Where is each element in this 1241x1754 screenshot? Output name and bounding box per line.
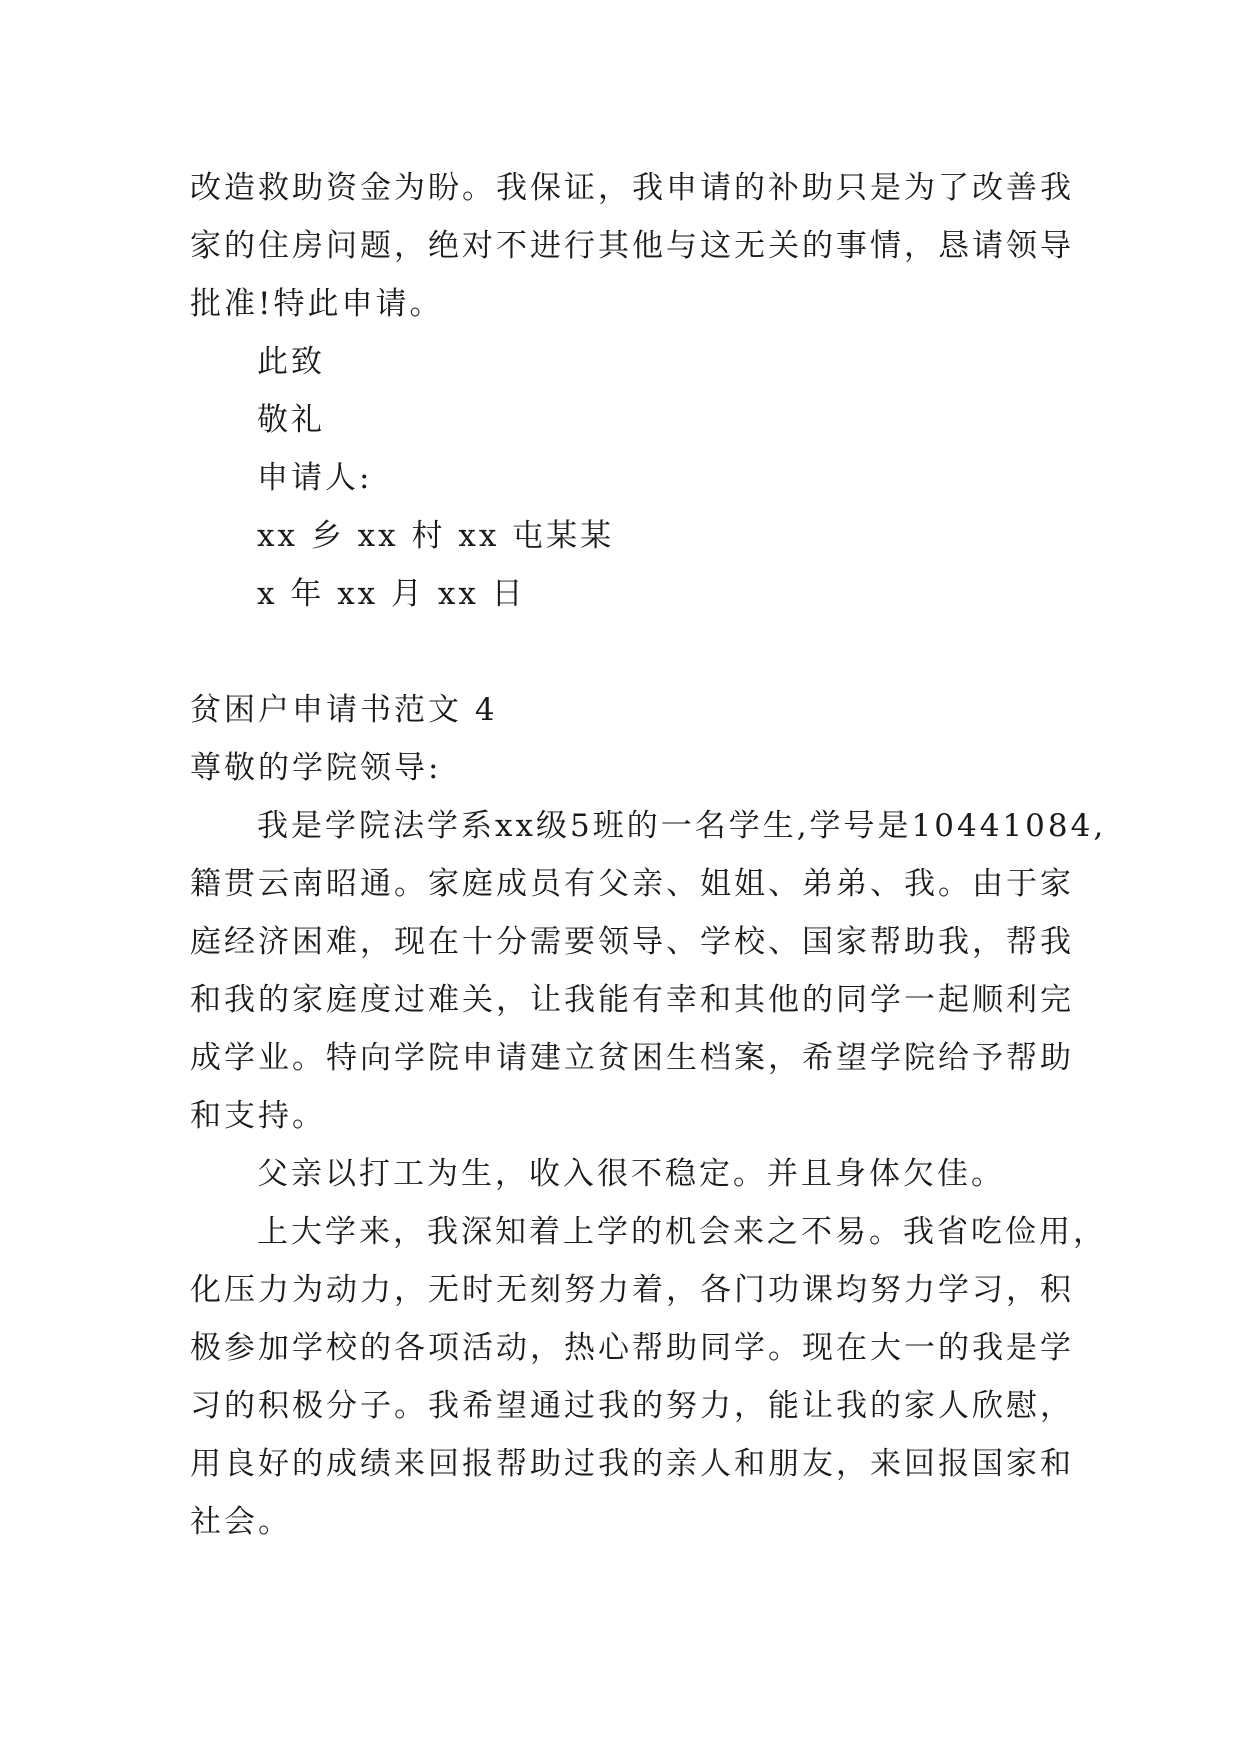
signature-date: x 年 xx 月 xx 日 xyxy=(257,576,526,612)
paragraph-line: 和支持。 xyxy=(190,1098,326,1134)
paragraph-line: 用良好的成绩来回报帮助过我的亲人和朋友，来回报国家和 xyxy=(190,1446,1074,1482)
paragraph-line: 父亲以打工为生，收入很不稳定。并且身体欠佳。 xyxy=(257,1156,1005,1192)
body-line: 家的住房问题，绝对不进行其他与这无关的事情，恳请领导 xyxy=(190,228,1074,264)
paragraph-line: 成学业。特向学院申请建立贫困生档案，希望学院给予帮助 xyxy=(190,1040,1074,1076)
paragraph-line: 籍贯云南昭通。家庭成员有父亲、姐姐、弟弟、我。由于家 xyxy=(190,866,1074,902)
paragraph-line: 极参加学校的各项活动，热心帮助同学。现在大一的我是学 xyxy=(190,1330,1074,1366)
paragraph-line: 上大学来，我深知着上学的机会来之不易。我省吃俭用， xyxy=(257,1214,1107,1250)
section-title: 贫困户申请书范文 4 xyxy=(190,692,498,728)
body-line: 批准!特此申请。 xyxy=(190,286,444,322)
body-line: 改造救助资金为盼。我保证，我申请的补助只是为了改善我 xyxy=(190,170,1074,206)
paragraph-line: 化压力为动力，无时无刻努力着，各门功课均努力学习，积 xyxy=(190,1272,1074,1308)
greeting: 尊敬的学院领导: xyxy=(190,750,442,786)
closing-text: 此致 xyxy=(257,344,325,380)
paragraph-line: 我是学院法学系xx级5班的一名学生,学号是10441084, xyxy=(257,808,1107,844)
applicant-address: xx 乡 xx 村 xx 屯某某 xyxy=(257,518,615,554)
paragraph-line: 和我的家庭度过难关，让我能有幸和其他的同学一起顺利完 xyxy=(190,982,1074,1018)
paragraph-line: 庭经济困难，现在十分需要领导、学校、国家帮助我，帮我 xyxy=(190,924,1074,960)
paragraph-line: 习的积极分子。我希望通过我的努力，能让我的家人欣慰， xyxy=(190,1388,1074,1424)
salute-text: 敬礼 xyxy=(257,402,325,438)
applicant-label: 申请人: xyxy=(257,460,373,496)
paragraph-line: 社会。 xyxy=(190,1504,292,1540)
